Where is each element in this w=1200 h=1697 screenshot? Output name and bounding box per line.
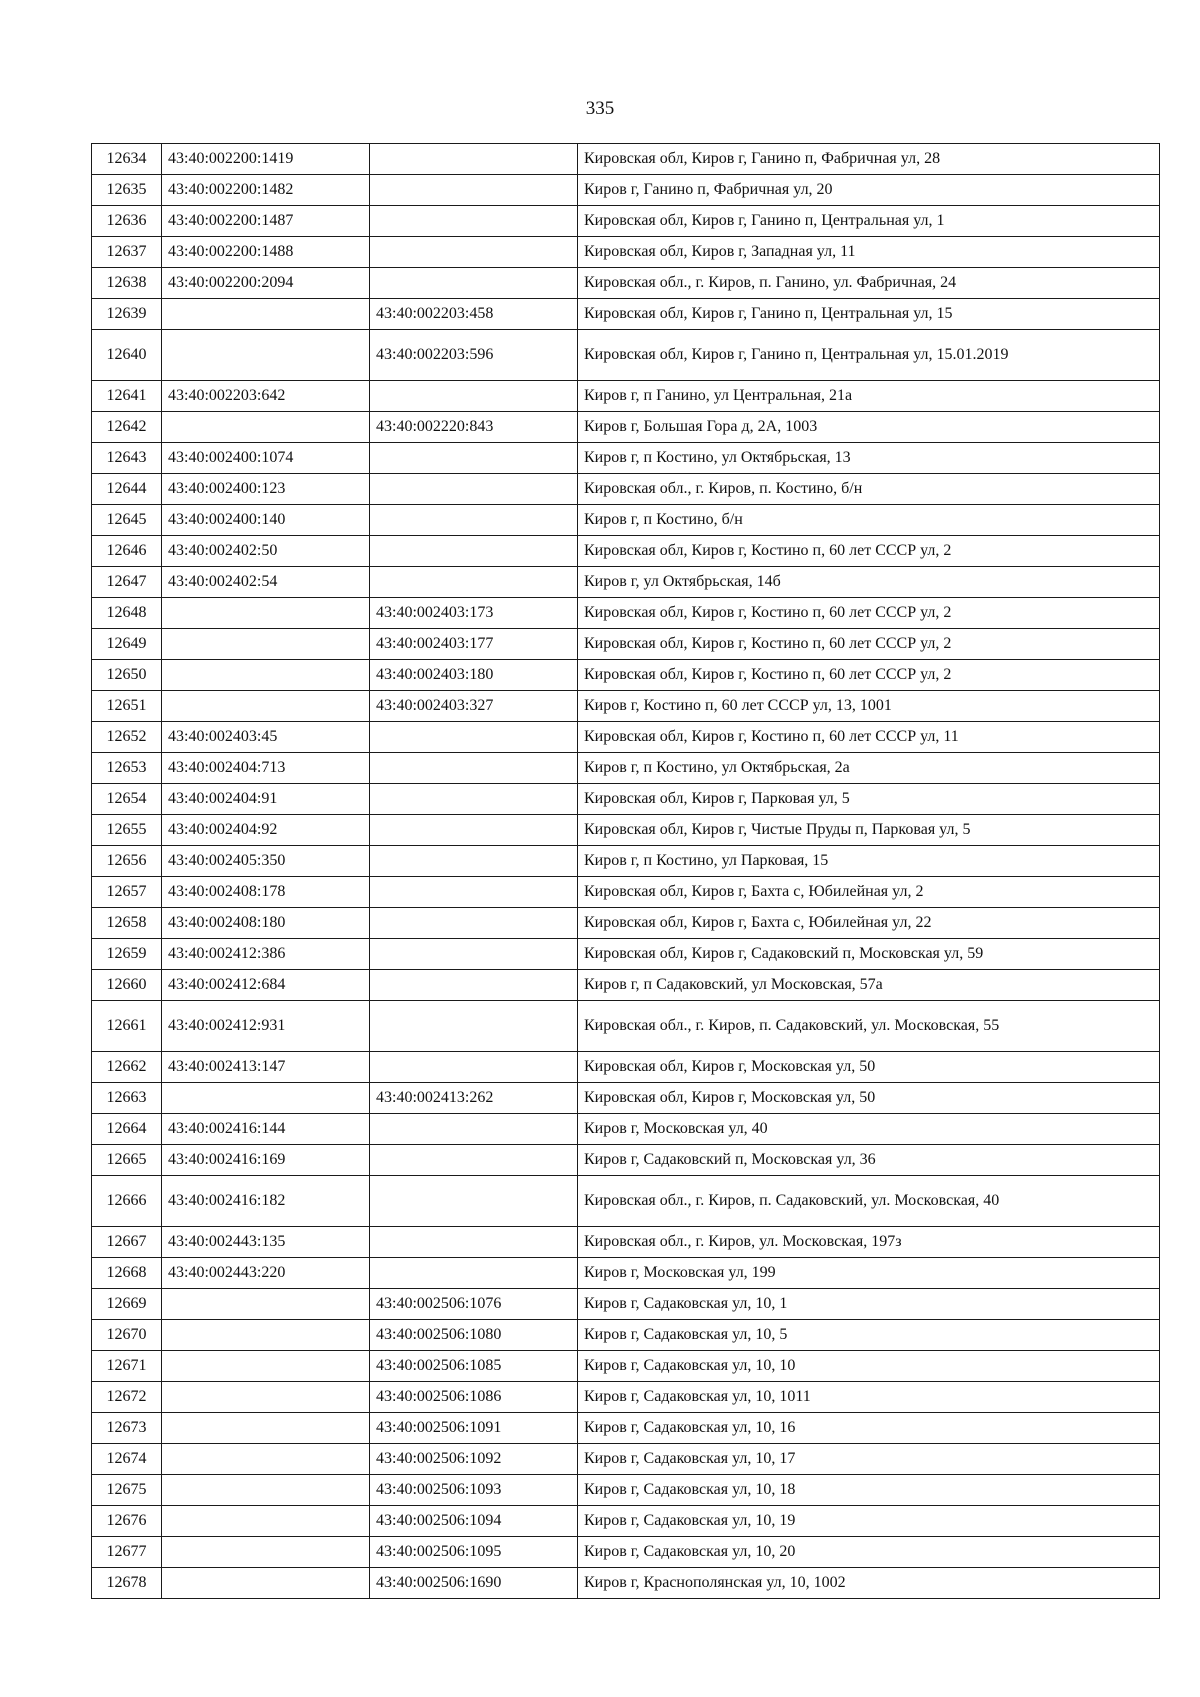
table-row xyxy=(92,474,1160,505)
land-cadastral-number-cell: 43:40:002200:2094 xyxy=(162,268,370,299)
land-cadastral-number-cell: 43:40:002412:684 xyxy=(162,970,370,1001)
table-row xyxy=(92,381,1160,412)
address-cell: Кировская обл, Киров г, Бахта с, Юбилейная ул, 22 xyxy=(578,908,1160,939)
land-cadastral-number-cell: 43:40:002402:50 xyxy=(162,536,370,567)
row-number-cell: 12652 xyxy=(92,722,162,753)
table-row xyxy=(92,412,1160,443)
row-number-cell: 12645 xyxy=(92,505,162,536)
row-number-cell: 12658 xyxy=(92,908,162,939)
building-cadastral-number-cell: 43:40:002506:1093 xyxy=(370,1475,578,1506)
land-cadastral-number-cell: 43:40:002400:1074 xyxy=(162,443,370,474)
table-row xyxy=(92,877,1160,908)
page-number: 335 xyxy=(585,98,615,119)
table-row xyxy=(92,299,1160,330)
building-cadastral-number-cell: 43:40:002506:1076 xyxy=(370,1289,578,1320)
land-cadastral-number-cell xyxy=(162,1568,370,1599)
row-number-cell: 12654 xyxy=(92,784,162,815)
address-cell: Кировская обл., г. Киров, п. Садаковский, ул. Московская, 40 xyxy=(578,1176,1160,1227)
row-number-cell: 12651 xyxy=(92,691,162,722)
table-row xyxy=(92,330,1160,381)
address-cell: Кировская обл, Киров г, Костино п, 60 лет СССР ул, 2 xyxy=(578,598,1160,629)
table-row xyxy=(92,443,1160,474)
row-number-cell: 12637 xyxy=(92,237,162,268)
table-row xyxy=(92,1145,1160,1176)
row-number-cell: 12635 xyxy=(92,175,162,206)
address-cell: Киров г, Садаковская ул, 10, 19 xyxy=(578,1506,1160,1537)
land-cadastral-number-cell xyxy=(162,1351,370,1382)
table-row xyxy=(92,237,1160,268)
building-cadastral-number-cell xyxy=(370,567,578,598)
building-cadastral-number-cell: 43:40:002506:1080 xyxy=(370,1320,578,1351)
table-row xyxy=(92,1444,1160,1475)
row-number-cell: 12642 xyxy=(92,412,162,443)
row-number-cell: 12660 xyxy=(92,970,162,1001)
land-cadastral-number-cell: 43:40:002404:713 xyxy=(162,753,370,784)
table-row xyxy=(92,1001,1160,1052)
table-row xyxy=(92,846,1160,877)
row-number-cell: 12638 xyxy=(92,268,162,299)
row-number-cell: 12661 xyxy=(92,1001,162,1052)
land-cadastral-number-cell: 43:40:002443:135 xyxy=(162,1227,370,1258)
land-cadastral-number-cell xyxy=(162,1382,370,1413)
building-cadastral-number-cell: 43:40:002506:1690 xyxy=(370,1568,578,1599)
building-cadastral-number-cell xyxy=(370,1145,578,1176)
table-row xyxy=(92,1052,1160,1083)
land-cadastral-number-cell xyxy=(162,1444,370,1475)
land-cadastral-number-cell: 43:40:002412:386 xyxy=(162,939,370,970)
land-cadastral-number-cell: 43:40:002408:178 xyxy=(162,877,370,908)
row-number-cell: 12648 xyxy=(92,598,162,629)
address-cell: Киров г, Ганино п, Фабричная ул, 20 xyxy=(578,175,1160,206)
building-cadastral-number-cell xyxy=(370,1052,578,1083)
land-cadastral-number-cell: 43:40:002412:931 xyxy=(162,1001,370,1052)
building-cadastral-number-cell: 43:40:002403:180 xyxy=(370,660,578,691)
row-number-cell: 12639 xyxy=(92,299,162,330)
table-row xyxy=(92,268,1160,299)
address-cell: Киров г, Садаковский п, Московская ул, 36 xyxy=(578,1145,1160,1176)
table-row xyxy=(92,1320,1160,1351)
registry-table-body xyxy=(92,144,1160,1599)
address-cell: Кировская обл., г. Киров, п. Костино, б/н xyxy=(578,474,1160,505)
row-number-cell: 12644 xyxy=(92,474,162,505)
building-cadastral-number-cell xyxy=(370,722,578,753)
land-cadastral-number-cell xyxy=(162,1413,370,1444)
address-cell: Киров г, Краснополянская ул, 10, 1002 xyxy=(578,1568,1160,1599)
building-cadastral-number-cell xyxy=(370,1227,578,1258)
land-cadastral-number-cell: 43:40:002200:1488 xyxy=(162,237,370,268)
address-cell: Киров г, Московская ул, 40 xyxy=(578,1114,1160,1145)
table-row xyxy=(92,1568,1160,1599)
row-number-cell: 12673 xyxy=(92,1413,162,1444)
land-cadastral-number-cell: 43:40:002416:169 xyxy=(162,1145,370,1176)
land-cadastral-number-cell: 43:40:002200:1419 xyxy=(162,144,370,175)
building-cadastral-number-cell xyxy=(370,1001,578,1052)
row-number-cell: 12674 xyxy=(92,1444,162,1475)
address-cell: Кировская обл, Киров г, Ганино п, Фабричная ул, 28 xyxy=(578,144,1160,175)
table-row xyxy=(92,175,1160,206)
property-registry-table xyxy=(91,143,1160,1599)
land-cadastral-number-cell xyxy=(162,1475,370,1506)
address-cell: Киров г, Садаковская ул, 10, 17 xyxy=(578,1444,1160,1475)
table-row xyxy=(92,753,1160,784)
building-cadastral-number-cell xyxy=(370,175,578,206)
building-cadastral-number-cell xyxy=(370,206,578,237)
table-row xyxy=(92,784,1160,815)
building-cadastral-number-cell xyxy=(370,381,578,412)
table-row xyxy=(92,970,1160,1001)
row-number-cell: 12646 xyxy=(92,536,162,567)
table-row xyxy=(92,206,1160,237)
address-cell: Кировская обл, Киров г, Садаковский п, Московская ул, 59 xyxy=(578,939,1160,970)
building-cadastral-number-cell xyxy=(370,268,578,299)
address-cell: Кировская обл, Киров г, Ганино п, Центральная ул, 1 xyxy=(578,206,1160,237)
building-cadastral-number-cell xyxy=(370,908,578,939)
row-number-cell: 12650 xyxy=(92,660,162,691)
building-cadastral-number-cell: 43:40:002203:596 xyxy=(370,330,578,381)
row-number-cell: 12641 xyxy=(92,381,162,412)
address-cell: Кировская обл, Киров г, Бахта с, Юбилейная ул, 2 xyxy=(578,877,1160,908)
building-cadastral-number-cell: 43:40:002506:1095 xyxy=(370,1537,578,1568)
address-cell: Кировская обл., г. Киров, п. Садаковский, ул. Московская, 55 xyxy=(578,1001,1160,1052)
table-row xyxy=(92,1475,1160,1506)
row-number-cell: 12662 xyxy=(92,1052,162,1083)
address-cell: Кировская обл, Киров г, Ганино п, Центральная ул, 15 xyxy=(578,299,1160,330)
table-row xyxy=(92,144,1160,175)
address-cell: Кировская обл, Киров г, Парковая ул, 5 xyxy=(578,784,1160,815)
land-cadastral-number-cell: 43:40:002408:180 xyxy=(162,908,370,939)
address-cell: Киров г, п Садаковский, ул Московская, 57а xyxy=(578,970,1160,1001)
land-cadastral-number-cell: 43:40:002443:220 xyxy=(162,1258,370,1289)
address-cell: Кировская обл, Киров г, Ганино п, Центральная ул, 15.01.2019 xyxy=(578,330,1160,381)
row-number-cell: 12657 xyxy=(92,877,162,908)
row-number-cell: 12649 xyxy=(92,629,162,660)
table-row xyxy=(92,1227,1160,1258)
address-cell: Кировская обл, Киров г, Костино п, 60 лет СССР ул, 2 xyxy=(578,660,1160,691)
land-cadastral-number-cell: 43:40:002416:182 xyxy=(162,1176,370,1227)
building-cadastral-number-cell xyxy=(370,144,578,175)
building-cadastral-number-cell: 43:40:002506:1086 xyxy=(370,1382,578,1413)
address-cell: Кировская обл, Киров г, Московская ул, 50 xyxy=(578,1052,1160,1083)
address-cell: Киров г, Костино п, 60 лет СССР ул, 13, 1001 xyxy=(578,691,1160,722)
building-cadastral-number-cell xyxy=(370,505,578,536)
table-row xyxy=(92,1382,1160,1413)
building-cadastral-number-cell xyxy=(370,474,578,505)
row-number-cell: 12640 xyxy=(92,330,162,381)
building-cadastral-number-cell xyxy=(370,443,578,474)
building-cadastral-number-cell: 43:40:002220:843 xyxy=(370,412,578,443)
table-row xyxy=(92,598,1160,629)
table-row xyxy=(92,536,1160,567)
land-cadastral-number-cell xyxy=(162,1506,370,1537)
building-cadastral-number-cell: 43:40:002506:1092 xyxy=(370,1444,578,1475)
row-number-cell: 12666 xyxy=(92,1176,162,1227)
land-cadastral-number-cell: 43:40:002416:144 xyxy=(162,1114,370,1145)
table-row xyxy=(92,722,1160,753)
table-row xyxy=(92,1176,1160,1227)
row-number-cell: 12668 xyxy=(92,1258,162,1289)
row-number-cell: 12669 xyxy=(92,1289,162,1320)
building-cadastral-number-cell: 43:40:002413:262 xyxy=(370,1083,578,1114)
land-cadastral-number-cell xyxy=(162,629,370,660)
land-cadastral-number-cell: 43:40:002402:54 xyxy=(162,567,370,598)
address-cell: Кировская обл., г. Киров, ул. Московская, 197з xyxy=(578,1227,1160,1258)
row-number-cell: 12659 xyxy=(92,939,162,970)
table-row xyxy=(92,908,1160,939)
address-cell: Киров г, Садаковская ул, 10, 5 xyxy=(578,1320,1160,1351)
table-row xyxy=(92,1083,1160,1114)
table-row xyxy=(92,629,1160,660)
building-cadastral-number-cell xyxy=(370,1114,578,1145)
table-row xyxy=(92,505,1160,536)
row-number-cell: 12634 xyxy=(92,144,162,175)
land-cadastral-number-cell xyxy=(162,1289,370,1320)
land-cadastral-number-cell: 43:40:002413:147 xyxy=(162,1052,370,1083)
table-row xyxy=(92,660,1160,691)
land-cadastral-number-cell xyxy=(162,691,370,722)
building-cadastral-number-cell: 43:40:002403:173 xyxy=(370,598,578,629)
building-cadastral-number-cell xyxy=(370,536,578,567)
address-cell: Кировская обл, Киров г, Западная ул, 11 xyxy=(578,237,1160,268)
building-cadastral-number-cell xyxy=(370,1258,578,1289)
land-cadastral-number-cell xyxy=(162,330,370,381)
address-cell: Киров г, Большая Гора д, 2А, 1003 xyxy=(578,412,1160,443)
table-row xyxy=(92,1506,1160,1537)
land-cadastral-number-cell: 43:40:002203:642 xyxy=(162,381,370,412)
building-cadastral-number-cell: 43:40:002506:1085 xyxy=(370,1351,578,1382)
row-number-cell: 12663 xyxy=(92,1083,162,1114)
table-row xyxy=(92,815,1160,846)
building-cadastral-number-cell: 43:40:002506:1094 xyxy=(370,1506,578,1537)
row-number-cell: 12676 xyxy=(92,1506,162,1537)
row-number-cell: 12672 xyxy=(92,1382,162,1413)
table-row xyxy=(92,1413,1160,1444)
building-cadastral-number-cell xyxy=(370,939,578,970)
address-cell: Кировская обл, Киров г, Московская ул, 50 xyxy=(578,1083,1160,1114)
address-cell: Кировская обл, Киров г, Костино п, 60 лет СССР ул, 2 xyxy=(578,629,1160,660)
address-cell: Киров г, п Ганино, ул Центральная, 21а xyxy=(578,381,1160,412)
building-cadastral-number-cell xyxy=(370,784,578,815)
land-cadastral-number-cell: 43:40:002405:350 xyxy=(162,846,370,877)
row-number-cell: 12636 xyxy=(92,206,162,237)
land-cadastral-number-cell: 43:40:002200:1487 xyxy=(162,206,370,237)
address-cell: Кировская обл, Киров г, Костино п, 60 лет СССР ул, 11 xyxy=(578,722,1160,753)
address-cell: Киров г, Московская ул, 199 xyxy=(578,1258,1160,1289)
row-number-cell: 12643 xyxy=(92,443,162,474)
table-row xyxy=(92,1258,1160,1289)
land-cadastral-number-cell xyxy=(162,1083,370,1114)
land-cadastral-number-cell xyxy=(162,1320,370,1351)
address-cell: Киров г, Садаковская ул, 10, 1011 xyxy=(578,1382,1160,1413)
land-cadastral-number-cell: 43:40:002404:91 xyxy=(162,784,370,815)
address-cell: Киров г, Садаковская ул, 10, 16 xyxy=(578,1413,1160,1444)
row-number-cell: 12670 xyxy=(92,1320,162,1351)
building-cadastral-number-cell xyxy=(370,753,578,784)
table-row xyxy=(92,691,1160,722)
address-cell: Киров г, ул Октябрьская, 14б xyxy=(578,567,1160,598)
address-cell: Кировская обл, Киров г, Костино п, 60 лет СССР ул, 2 xyxy=(578,536,1160,567)
building-cadastral-number-cell xyxy=(370,237,578,268)
row-number-cell: 12671 xyxy=(92,1351,162,1382)
land-cadastral-number-cell: 43:40:002200:1482 xyxy=(162,175,370,206)
table-row xyxy=(92,1537,1160,1568)
address-cell: Киров г, Садаковская ул, 10, 20 xyxy=(578,1537,1160,1568)
table-row xyxy=(92,1351,1160,1382)
table-row xyxy=(92,939,1160,970)
address-cell: Киров г, п Костино, ул Октябрьская, 2а xyxy=(578,753,1160,784)
row-number-cell: 12656 xyxy=(92,846,162,877)
address-cell: Киров г, п Костино, ул Парковая, 15 xyxy=(578,846,1160,877)
row-number-cell: 12675 xyxy=(92,1475,162,1506)
building-cadastral-number-cell xyxy=(370,970,578,1001)
address-cell: Киров г, п Костино, б/н xyxy=(578,505,1160,536)
table-row xyxy=(92,1289,1160,1320)
building-cadastral-number-cell: 43:40:002203:458 xyxy=(370,299,578,330)
land-cadastral-number-cell: 43:40:002404:92 xyxy=(162,815,370,846)
address-cell: Киров г, Садаковская ул, 10, 10 xyxy=(578,1351,1160,1382)
address-cell: Киров г, п Костино, ул Октябрьская, 13 xyxy=(578,443,1160,474)
row-number-cell: 12678 xyxy=(92,1568,162,1599)
land-cadastral-number-cell: 43:40:002403:45 xyxy=(162,722,370,753)
land-cadastral-number-cell: 43:40:002400:123 xyxy=(162,474,370,505)
building-cadastral-number-cell: 43:40:002403:177 xyxy=(370,629,578,660)
building-cadastral-number-cell xyxy=(370,877,578,908)
row-number-cell: 12647 xyxy=(92,567,162,598)
building-cadastral-number-cell xyxy=(370,1176,578,1227)
address-cell: Кировская обл, Киров г, Чистые Пруды п, Парковая ул, 5 xyxy=(578,815,1160,846)
table-row xyxy=(92,1114,1160,1145)
building-cadastral-number-cell xyxy=(370,846,578,877)
address-cell: Киров г, Садаковская ул, 10, 1 xyxy=(578,1289,1160,1320)
land-cadastral-number-cell xyxy=(162,412,370,443)
row-number-cell: 12667 xyxy=(92,1227,162,1258)
address-cell: Киров г, Садаковская ул, 10, 18 xyxy=(578,1475,1160,1506)
land-cadastral-number-cell xyxy=(162,299,370,330)
land-cadastral-number-cell: 43:40:002400:140 xyxy=(162,505,370,536)
row-number-cell: 12655 xyxy=(92,815,162,846)
land-cadastral-number-cell xyxy=(162,660,370,691)
row-number-cell: 12677 xyxy=(92,1537,162,1568)
land-cadastral-number-cell xyxy=(162,1537,370,1568)
row-number-cell: 12653 xyxy=(92,753,162,784)
building-cadastral-number-cell: 43:40:002506:1091 xyxy=(370,1413,578,1444)
row-number-cell: 12664 xyxy=(92,1114,162,1145)
building-cadastral-number-cell: 43:40:002403:327 xyxy=(370,691,578,722)
land-cadastral-number-cell xyxy=(162,598,370,629)
address-cell: Кировская обл., г. Киров, п. Ганино, ул. Фабричная, 24 xyxy=(578,268,1160,299)
building-cadastral-number-cell xyxy=(370,815,578,846)
table-row xyxy=(92,567,1160,598)
row-number-cell: 12665 xyxy=(92,1145,162,1176)
